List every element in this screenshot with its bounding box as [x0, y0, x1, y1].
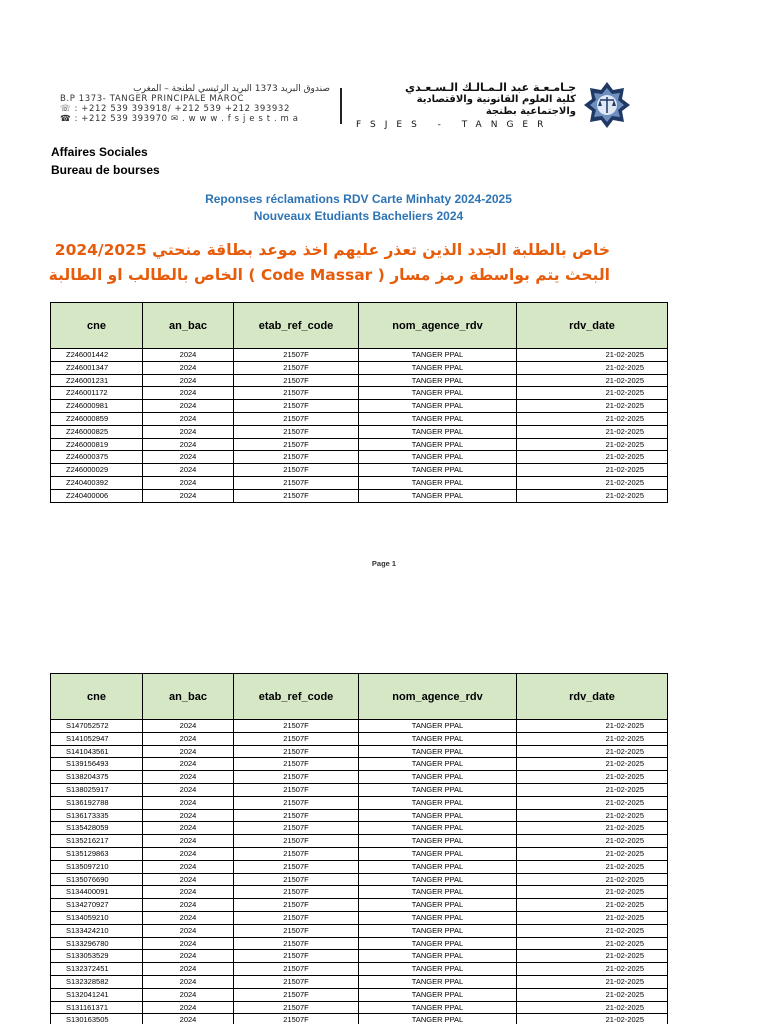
cell-rdv-date: 21-02-2025: [517, 1014, 668, 1024]
cell-an-bac: 2024: [143, 451, 234, 464]
cell-nom-agence-rdv: TANGER PPAL: [359, 975, 517, 988]
cell-cne: Z246000819: [51, 438, 143, 451]
table-row: [51, 1014, 668, 1024]
cell-cne: Z246000029: [51, 464, 143, 477]
table-row: [51, 847, 668, 860]
cell-an-bac: 2024: [143, 1014, 234, 1024]
table-row: [51, 732, 668, 745]
cell-nom-agence-rdv: TANGER PPAL: [359, 899, 517, 912]
cell-cne: S133053529: [51, 950, 143, 963]
cell-etab-ref-code: 21507F: [234, 349, 359, 362]
cell-nom-agence-rdv: TANGER PPAL: [359, 835, 517, 848]
table-row: [51, 937, 668, 950]
column-header-an-bac: an_bac: [143, 674, 234, 720]
cell-etab-ref-code: 21507F: [234, 732, 359, 745]
cell-rdv-date: 21-02-2025: [517, 911, 668, 924]
table-header-row: [51, 674, 668, 720]
cell-rdv-date: 21-02-2025: [517, 924, 668, 937]
cell-nom-agence-rdv: TANGER PPAL: [359, 451, 517, 464]
table-row: [51, 899, 668, 912]
cell-etab-ref-code: 21507F: [234, 975, 359, 988]
cell-cne: S135216217: [51, 835, 143, 848]
cell-an-bac: 2024: [143, 809, 234, 822]
cell-an-bac: 2024: [143, 732, 234, 745]
cell-nom-agence-rdv: TANGER PPAL: [359, 387, 517, 400]
cell-rdv-date: 21-02-2025: [517, 720, 668, 733]
cell-an-bac: 2024: [143, 374, 234, 387]
cell-etab-ref-code: 21507F: [234, 924, 359, 937]
cell-etab-ref-code: 21507F: [234, 425, 359, 438]
cell-etab-ref-code: 21507F: [234, 809, 359, 822]
table-row: [51, 950, 668, 963]
table-row: [51, 975, 668, 988]
cell-an-bac: 2024: [143, 400, 234, 413]
cell-an-bac: 2024: [143, 886, 234, 899]
cell-an-bac: 2024: [143, 975, 234, 988]
cell-an-bac: 2024: [143, 822, 234, 835]
cell-rdv-date: 21-02-2025: [517, 975, 668, 988]
cell-cne: Z246001442: [51, 349, 143, 362]
table-row: [51, 886, 668, 899]
cell-nom-agence-rdv: TANGER PPAL: [359, 809, 517, 822]
cell-rdv-date: 21-02-2025: [517, 963, 668, 976]
cell-nom-agence-rdv: TANGER PPAL: [359, 963, 517, 976]
cell-rdv-date: 21-02-2025: [517, 412, 668, 425]
cell-cne: S138025917: [51, 783, 143, 796]
table-row: [51, 809, 668, 822]
page-number: Page 1: [371, 559, 397, 568]
cell-rdv-date: 21-02-2025: [517, 822, 668, 835]
cell-an-bac: 2024: [143, 464, 234, 477]
cell-cne: S138204375: [51, 771, 143, 784]
cell-an-bac: 2024: [143, 476, 234, 489]
cell-etab-ref-code: 21507F: [234, 963, 359, 976]
cell-nom-agence-rdv: TANGER PPAL: [359, 771, 517, 784]
cell-nom-agence-rdv: TANGER PPAL: [359, 349, 517, 362]
cell-an-bac: 2024: [143, 1001, 234, 1014]
postal-address-latin: B.P 1373- TANGER PRINCIPALE MAROC: [60, 94, 245, 104]
cell-cne: Z246000825: [51, 425, 143, 438]
column-header-rdv-date: rdv_date: [517, 674, 668, 720]
cell-cne: S135428059: [51, 822, 143, 835]
cell-cne: S135097210: [51, 860, 143, 873]
column-header-cne: cne: [51, 303, 143, 349]
fax-and-website: ☎ : +212 539 393970 ✉ . w w w . f s j e s t . m a: [60, 114, 299, 124]
table-row: [51, 860, 668, 873]
cell-etab-ref-code: 21507F: [234, 464, 359, 477]
cell-cne: S136173335: [51, 809, 143, 822]
cell-rdv-date: 21-02-2025: [517, 937, 668, 950]
cell-nom-agence-rdv: TANGER PPAL: [359, 886, 517, 899]
cell-an-bac: 2024: [143, 937, 234, 950]
title-line-2: Nouveaux Etudiants Bacheliers 2024: [253, 209, 464, 223]
cell-etab-ref-code: 21507F: [234, 937, 359, 950]
cell-nom-agence-rdv: TANGER PPAL: [359, 412, 517, 425]
cell-rdv-date: 21-02-2025: [517, 361, 668, 374]
cell-rdv-date: 21-02-2025: [517, 771, 668, 784]
cell-cne: S147052572: [51, 720, 143, 733]
cell-etab-ref-code: 21507F: [234, 988, 359, 1001]
cell-nom-agence-rdv: TANGER PPAL: [359, 361, 517, 374]
cell-rdv-date: 21-02-2025: [517, 796, 668, 809]
cell-cne: S131161371: [51, 1001, 143, 1014]
cell-etab-ref-code: 21507F: [234, 822, 359, 835]
cell-an-bac: 2024: [143, 835, 234, 848]
cell-rdv-date: 21-02-2025: [517, 835, 668, 848]
cell-an-bac: 2024: [143, 758, 234, 771]
cell-cne: Z246001172: [51, 387, 143, 400]
cell-cne: S141052947: [51, 732, 143, 745]
cell-an-bac: 2024: [143, 924, 234, 937]
cell-cne: Z246001231: [51, 374, 143, 387]
cell-nom-agence-rdv: TANGER PPAL: [359, 822, 517, 835]
table-row: [51, 963, 668, 976]
cell-cne: S132328582: [51, 975, 143, 988]
cell-etab-ref-code: 21507F: [234, 758, 359, 771]
cell-cne: S135076690: [51, 873, 143, 886]
arabic-notice-line-1: خاص بالطلبة الجدد الذين تعذر عليهم اخذ موعد بطاقة منحتي 2024/2025: [54, 241, 610, 259]
cell-rdv-date: 21-02-2025: [517, 860, 668, 873]
cell-rdv-date: 21-02-2025: [517, 425, 668, 438]
table-row: [51, 988, 668, 1001]
cell-an-bac: 2024: [143, 899, 234, 912]
cell-etab-ref-code: 21507F: [234, 950, 359, 963]
cell-cne: S134059210: [51, 911, 143, 924]
table-row: [51, 720, 668, 733]
cell-an-bac: 2024: [143, 361, 234, 374]
cell-etab-ref-code: 21507F: [234, 1014, 359, 1024]
cell-etab-ref-code: 21507F: [234, 438, 359, 451]
cell-etab-ref-code: 21507F: [234, 835, 359, 848]
cell-nom-agence-rdv: TANGER PPAL: [359, 911, 517, 924]
table-row: [51, 796, 668, 809]
cell-etab-ref-code: 21507F: [234, 1001, 359, 1014]
bureau-name: Bureau de bourses: [51, 163, 160, 177]
cell-nom-agence-rdv: TANGER PPAL: [359, 489, 517, 502]
column-header-rdv-date: rdv_date: [517, 303, 668, 349]
cell-rdv-date: 21-02-2025: [517, 387, 668, 400]
cell-etab-ref-code: 21507F: [234, 476, 359, 489]
cell-etab-ref-code: 21507F: [234, 412, 359, 425]
cell-etab-ref-code: 21507F: [234, 886, 359, 899]
cell-rdv-date: 21-02-2025: [517, 745, 668, 758]
cell-nom-agence-rdv: TANGER PPAL: [359, 924, 517, 937]
cell-rdv-date: 21-02-2025: [517, 489, 668, 502]
cell-nom-agence-rdv: TANGER PPAL: [359, 720, 517, 733]
cell-nom-agence-rdv: TANGER PPAL: [359, 732, 517, 745]
table-row: [51, 822, 668, 835]
cell-an-bac: 2024: [143, 425, 234, 438]
cell-etab-ref-code: 21507F: [234, 720, 359, 733]
cell-cne: S130163505: [51, 1014, 143, 1024]
table-row: [51, 771, 668, 784]
column-header-etab-ref-code: etab_ref_code: [234, 303, 359, 349]
faculty-acronym: FSJES - TANGER: [356, 120, 553, 130]
cell-an-bac: 2024: [143, 847, 234, 860]
cell-cne: S136192788: [51, 796, 143, 809]
cell-etab-ref-code: 21507F: [234, 400, 359, 413]
cell-etab-ref-code: 21507F: [234, 847, 359, 860]
cell-an-bac: 2024: [143, 349, 234, 362]
cell-nom-agence-rdv: TANGER PPAL: [359, 438, 517, 451]
cell-rdv-date: 21-02-2025: [517, 899, 668, 912]
cell-rdv-date: 21-02-2025: [517, 873, 668, 886]
cell-rdv-date: 21-02-2025: [517, 809, 668, 822]
cell-rdv-date: 21-02-2025: [517, 1001, 668, 1014]
cell-an-bac: 2024: [143, 988, 234, 1001]
cell-etab-ref-code: 21507F: [234, 771, 359, 784]
cell-an-bac: 2024: [143, 489, 234, 502]
cell-an-bac: 2024: [143, 783, 234, 796]
cell-rdv-date: 21-02-2025: [517, 464, 668, 477]
table-row: [51, 835, 668, 848]
table-row: [51, 745, 668, 758]
cell-rdv-date: 21-02-2025: [517, 847, 668, 860]
cell-cne: S141043561: [51, 745, 143, 758]
cell-etab-ref-code: 21507F: [234, 796, 359, 809]
cell-rdv-date: 21-02-2025: [517, 374, 668, 387]
cell-nom-agence-rdv: TANGER PPAL: [359, 400, 517, 413]
cell-nom-agence-rdv: TANGER PPAL: [359, 745, 517, 758]
cell-etab-ref-code: 21507F: [234, 387, 359, 400]
appointments-table-2: [50, 673, 668, 1024]
cell-etab-ref-code: 21507F: [234, 783, 359, 796]
cell-etab-ref-code: 21507F: [234, 451, 359, 464]
faculty-name-arabic-2: والاجتماعية بطنجة: [485, 106, 576, 117]
cell-rdv-date: 21-02-2025: [517, 988, 668, 1001]
cell-rdv-date: 21-02-2025: [517, 400, 668, 413]
cell-etab-ref-code: 21507F: [234, 873, 359, 886]
cell-nom-agence-rdv: TANGER PPAL: [359, 873, 517, 886]
cell-nom-agence-rdv: TANGER PPAL: [359, 1001, 517, 1014]
cell-cne: S134400091: [51, 886, 143, 899]
title-line-1: Reponses réclamations RDV Carte Minhaty 2024-2025: [205, 192, 512, 206]
cell-rdv-date: 21-02-2025: [517, 476, 668, 489]
cell-an-bac: 2024: [143, 963, 234, 976]
cell-nom-agence-rdv: TANGER PPAL: [359, 847, 517, 860]
cell-nom-agence-rdv: TANGER PPAL: [359, 1014, 517, 1024]
cell-nom-agence-rdv: TANGER PPAL: [359, 796, 517, 809]
cell-cne: S133296780: [51, 937, 143, 950]
cell-nom-agence-rdv: TANGER PPAL: [359, 425, 517, 438]
arabic-notice-line-2: البحث يتم بواسطة رمز مسار ( Code Massar ) الخاص بالطالب او الطالبة: [48, 266, 610, 284]
cell-cne: Z246001347: [51, 361, 143, 374]
cell-an-bac: 2024: [143, 387, 234, 400]
cell-an-bac: 2024: [143, 720, 234, 733]
cell-cne: Z246000375: [51, 451, 143, 464]
cell-cne: S134270927: [51, 899, 143, 912]
cell-rdv-date: 21-02-2025: [517, 732, 668, 745]
cell-etab-ref-code: 21507F: [234, 745, 359, 758]
cell-nom-agence-rdv: TANGER PPAL: [359, 950, 517, 963]
table-row: [51, 1001, 668, 1014]
cell-nom-agence-rdv: TANGER PPAL: [359, 783, 517, 796]
cell-etab-ref-code: 21507F: [234, 899, 359, 912]
cell-an-bac: 2024: [143, 412, 234, 425]
table-row: [51, 783, 668, 796]
column-header-nom-agence-rdv: nom_agence_rdv: [359, 303, 517, 349]
cell-nom-agence-rdv: TANGER PPAL: [359, 758, 517, 771]
cell-rdv-date: 21-02-2025: [517, 886, 668, 899]
table-row: [51, 924, 668, 937]
cell-cne: S139156493: [51, 758, 143, 771]
cell-cne: Z246000859: [51, 412, 143, 425]
cell-nom-agence-rdv: TANGER PPAL: [359, 860, 517, 873]
cell-an-bac: 2024: [143, 860, 234, 873]
cell-cne: S132041241: [51, 988, 143, 1001]
cell-nom-agence-rdv: TANGER PPAL: [359, 374, 517, 387]
cell-nom-agence-rdv: TANGER PPAL: [359, 464, 517, 477]
cell-etab-ref-code: 21507F: [234, 361, 359, 374]
university-name-arabic: جـامـعـة عبد الـمـالـك الـسـعـدي: [405, 81, 576, 94]
postal-address-arabic: صندوق البريد 1373 البريد الرئيسي لطنجة – المغرب: [133, 84, 330, 94]
cell-an-bac: 2024: [143, 950, 234, 963]
cell-cne: S133424210: [51, 924, 143, 937]
cell-an-bac: 2024: [143, 873, 234, 886]
cell-nom-agence-rdv: TANGER PPAL: [359, 988, 517, 1001]
cell-etab-ref-code: 21507F: [234, 374, 359, 387]
cell-nom-agence-rdv: TANGER PPAL: [359, 937, 517, 950]
cell-an-bac: 2024: [143, 438, 234, 451]
cell-rdv-date: 21-02-2025: [517, 349, 668, 362]
cell-rdv-date: 21-02-2025: [517, 783, 668, 796]
cell-rdv-date: 21-02-2025: [517, 451, 668, 464]
cell-cne: S135129863: [51, 847, 143, 860]
faculty-name-arabic-1: كلية العلوم القانونية والاقتصادية: [416, 94, 576, 105]
column-header-cne: cne: [51, 674, 143, 720]
column-header-etab-ref-code: etab_ref_code: [234, 674, 359, 720]
cell-cne: Z246000981: [51, 400, 143, 413]
cell-etab-ref-code: 21507F: [234, 860, 359, 873]
cell-cne: Z240400392: [51, 476, 143, 489]
column-header-nom-agence-rdv: nom_agence_rdv: [359, 674, 517, 720]
department-name: Affaires Sociales: [51, 145, 148, 159]
cell-an-bac: 2024: [143, 796, 234, 809]
phone-numbers: ☏ : +212 539 393918/ +212 539 +212 393932: [60, 104, 290, 114]
cell-an-bac: 2024: [143, 911, 234, 924]
table-row: [51, 911, 668, 924]
table-row: [51, 758, 668, 771]
cell-rdv-date: 21-02-2025: [517, 758, 668, 771]
cell-etab-ref-code: 21507F: [234, 911, 359, 924]
cell-cne: Z240400006: [51, 489, 143, 502]
cell-etab-ref-code: 21507F: [234, 489, 359, 502]
cell-an-bac: 2024: [143, 771, 234, 784]
table-row: [51, 873, 668, 886]
cell-an-bac: 2024: [143, 745, 234, 758]
cell-rdv-date: 21-02-2025: [517, 950, 668, 963]
cell-cne: S132372451: [51, 963, 143, 976]
column-header-an-bac: an_bac: [143, 303, 234, 349]
cell-nom-agence-rdv: TANGER PPAL: [359, 476, 517, 489]
cell-rdv-date: 21-02-2025: [517, 438, 668, 451]
